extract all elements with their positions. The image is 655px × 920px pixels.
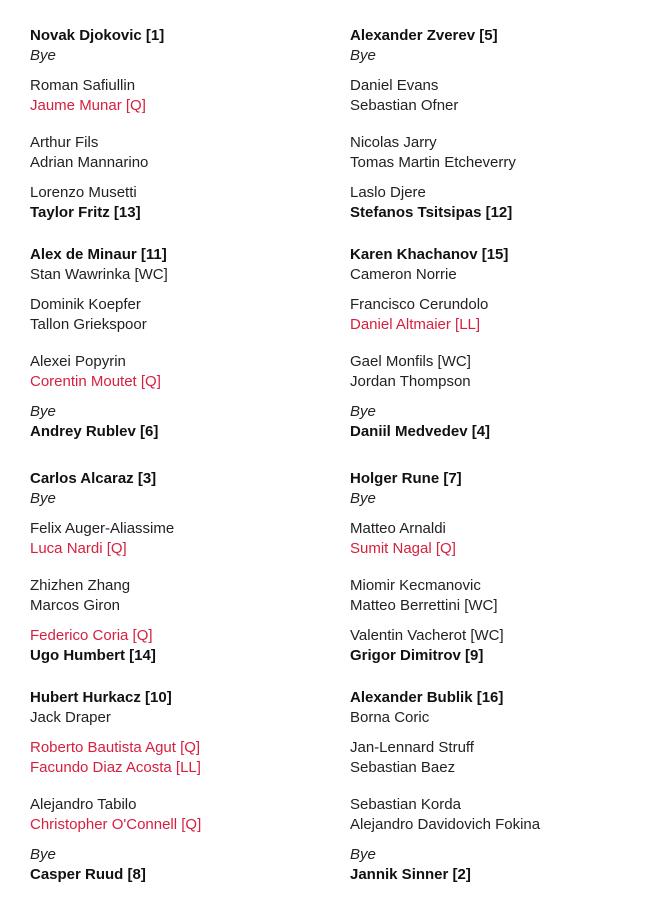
seeded-player-name: Alex de Minaur [11] [30,246,167,263]
player-name: Cameron Norrie [350,266,457,283]
player-name: Tallon Griekspoor [30,316,147,333]
seeded-player-name: Andrey Rublev [6] [30,423,159,440]
player-name: Sumit Nagal [Q] [350,540,456,557]
player-name: Alejandro Davidovich Fokina [350,816,541,833]
player-name: Jan-Lennard Struff [350,739,474,756]
player-name: Lorenzo Musetti [30,184,137,201]
player-name: Jaume Munar [Q] [30,97,146,114]
player-name: Jordan Thompson [350,373,471,390]
player-name: Marcos Giron [30,597,121,614]
player-name: Daniel Altmaier [LL] [350,316,481,333]
player-name: Sebastian Korda [350,796,461,813]
seeded-player-name: Casper Ruud [8] [30,866,146,883]
player-name: Laslo Djere [350,184,426,201]
player-name: Arthur Fils [30,134,99,151]
player-name: Gael Monfils [WC] [350,353,471,370]
player-name: Daniel Evans [350,77,439,94]
bye-slot: Bye [350,846,376,863]
player-name: Adrian Mannarino [30,154,149,171]
player-name: Jack Draper [30,709,111,726]
player-name: Borna Coric [350,709,430,726]
seeded-player-name: Taylor Fritz [13] [30,204,141,221]
player-name: Felix Auger-Aliassime [30,520,175,537]
player-name: Alejandro Tabilo [30,796,137,813]
bye-slot: Bye [30,403,56,420]
seeded-player-name: Jannik Sinner [2] [350,866,471,883]
bye-slot: Bye [30,47,56,64]
seeded-player-name: Daniil Medvedev [4] [350,423,491,440]
seeded-player-name: Karen Khachanov [15] [350,246,509,263]
seeded-player-name: Ugo Humbert [14] [30,647,156,664]
player-name: Stan Wawrinka [WC] [30,266,168,283]
player-name: Miomir Kecmanovic [350,577,481,594]
player-name: Dominik Koepfer [30,296,141,313]
seeded-player-name: Stefanos Tsitsipas [12] [350,204,513,221]
player-name: Valentin Vacherot [WC] [350,627,504,644]
seeded-player-name: Grigor Dimitrov [9] [350,647,484,664]
bye-slot: Bye [350,403,376,420]
player-name: Roberto Bautista Agut [Q] [30,739,201,756]
seeded-player-name: Alexander Bublik [16] [350,689,504,706]
player-name: Matteo Berrettini [WC] [350,597,498,614]
bye-slot: Bye [350,490,376,507]
player-name: Zhizhen Zhang [30,577,131,594]
player-name: Nicolas Jarry [350,134,437,151]
seeded-player-name: Carlos Alcaraz [3] [30,470,157,487]
player-name: Francisco Cerundolo [350,296,489,313]
player-name: Federico Coria [Q] [30,627,153,644]
player-name: Alexei Popyrin [30,353,126,370]
bye-slot: Bye [30,490,56,507]
player-name: Sebastian Ofner [350,97,459,114]
seeded-player-name: Alexander Zverev [5] [350,27,498,44]
player-name: Tomas Martin Etcheverry [350,154,516,171]
bye-slot: Bye [30,846,56,863]
player-name: Corentin Moutet [Q] [30,373,161,390]
player-name: Christopher O'Connell [Q] [30,816,202,833]
seeded-player-name: Novak Djokovic [1] [30,27,165,44]
player-name: Roman Safiullin [30,77,136,94]
bye-slot: Bye [350,47,376,64]
player-name: Luca Nardi [Q] [30,540,127,557]
player-name: Facundo Diaz Acosta [LL] [30,759,201,776]
seeded-player-name: Holger Rune [7] [350,470,462,487]
player-name: Sebastian Baez [350,759,456,776]
player-name: Matteo Arnaldi [350,520,446,537]
seeded-player-name: Hubert Hurkacz [10] [30,689,172,706]
